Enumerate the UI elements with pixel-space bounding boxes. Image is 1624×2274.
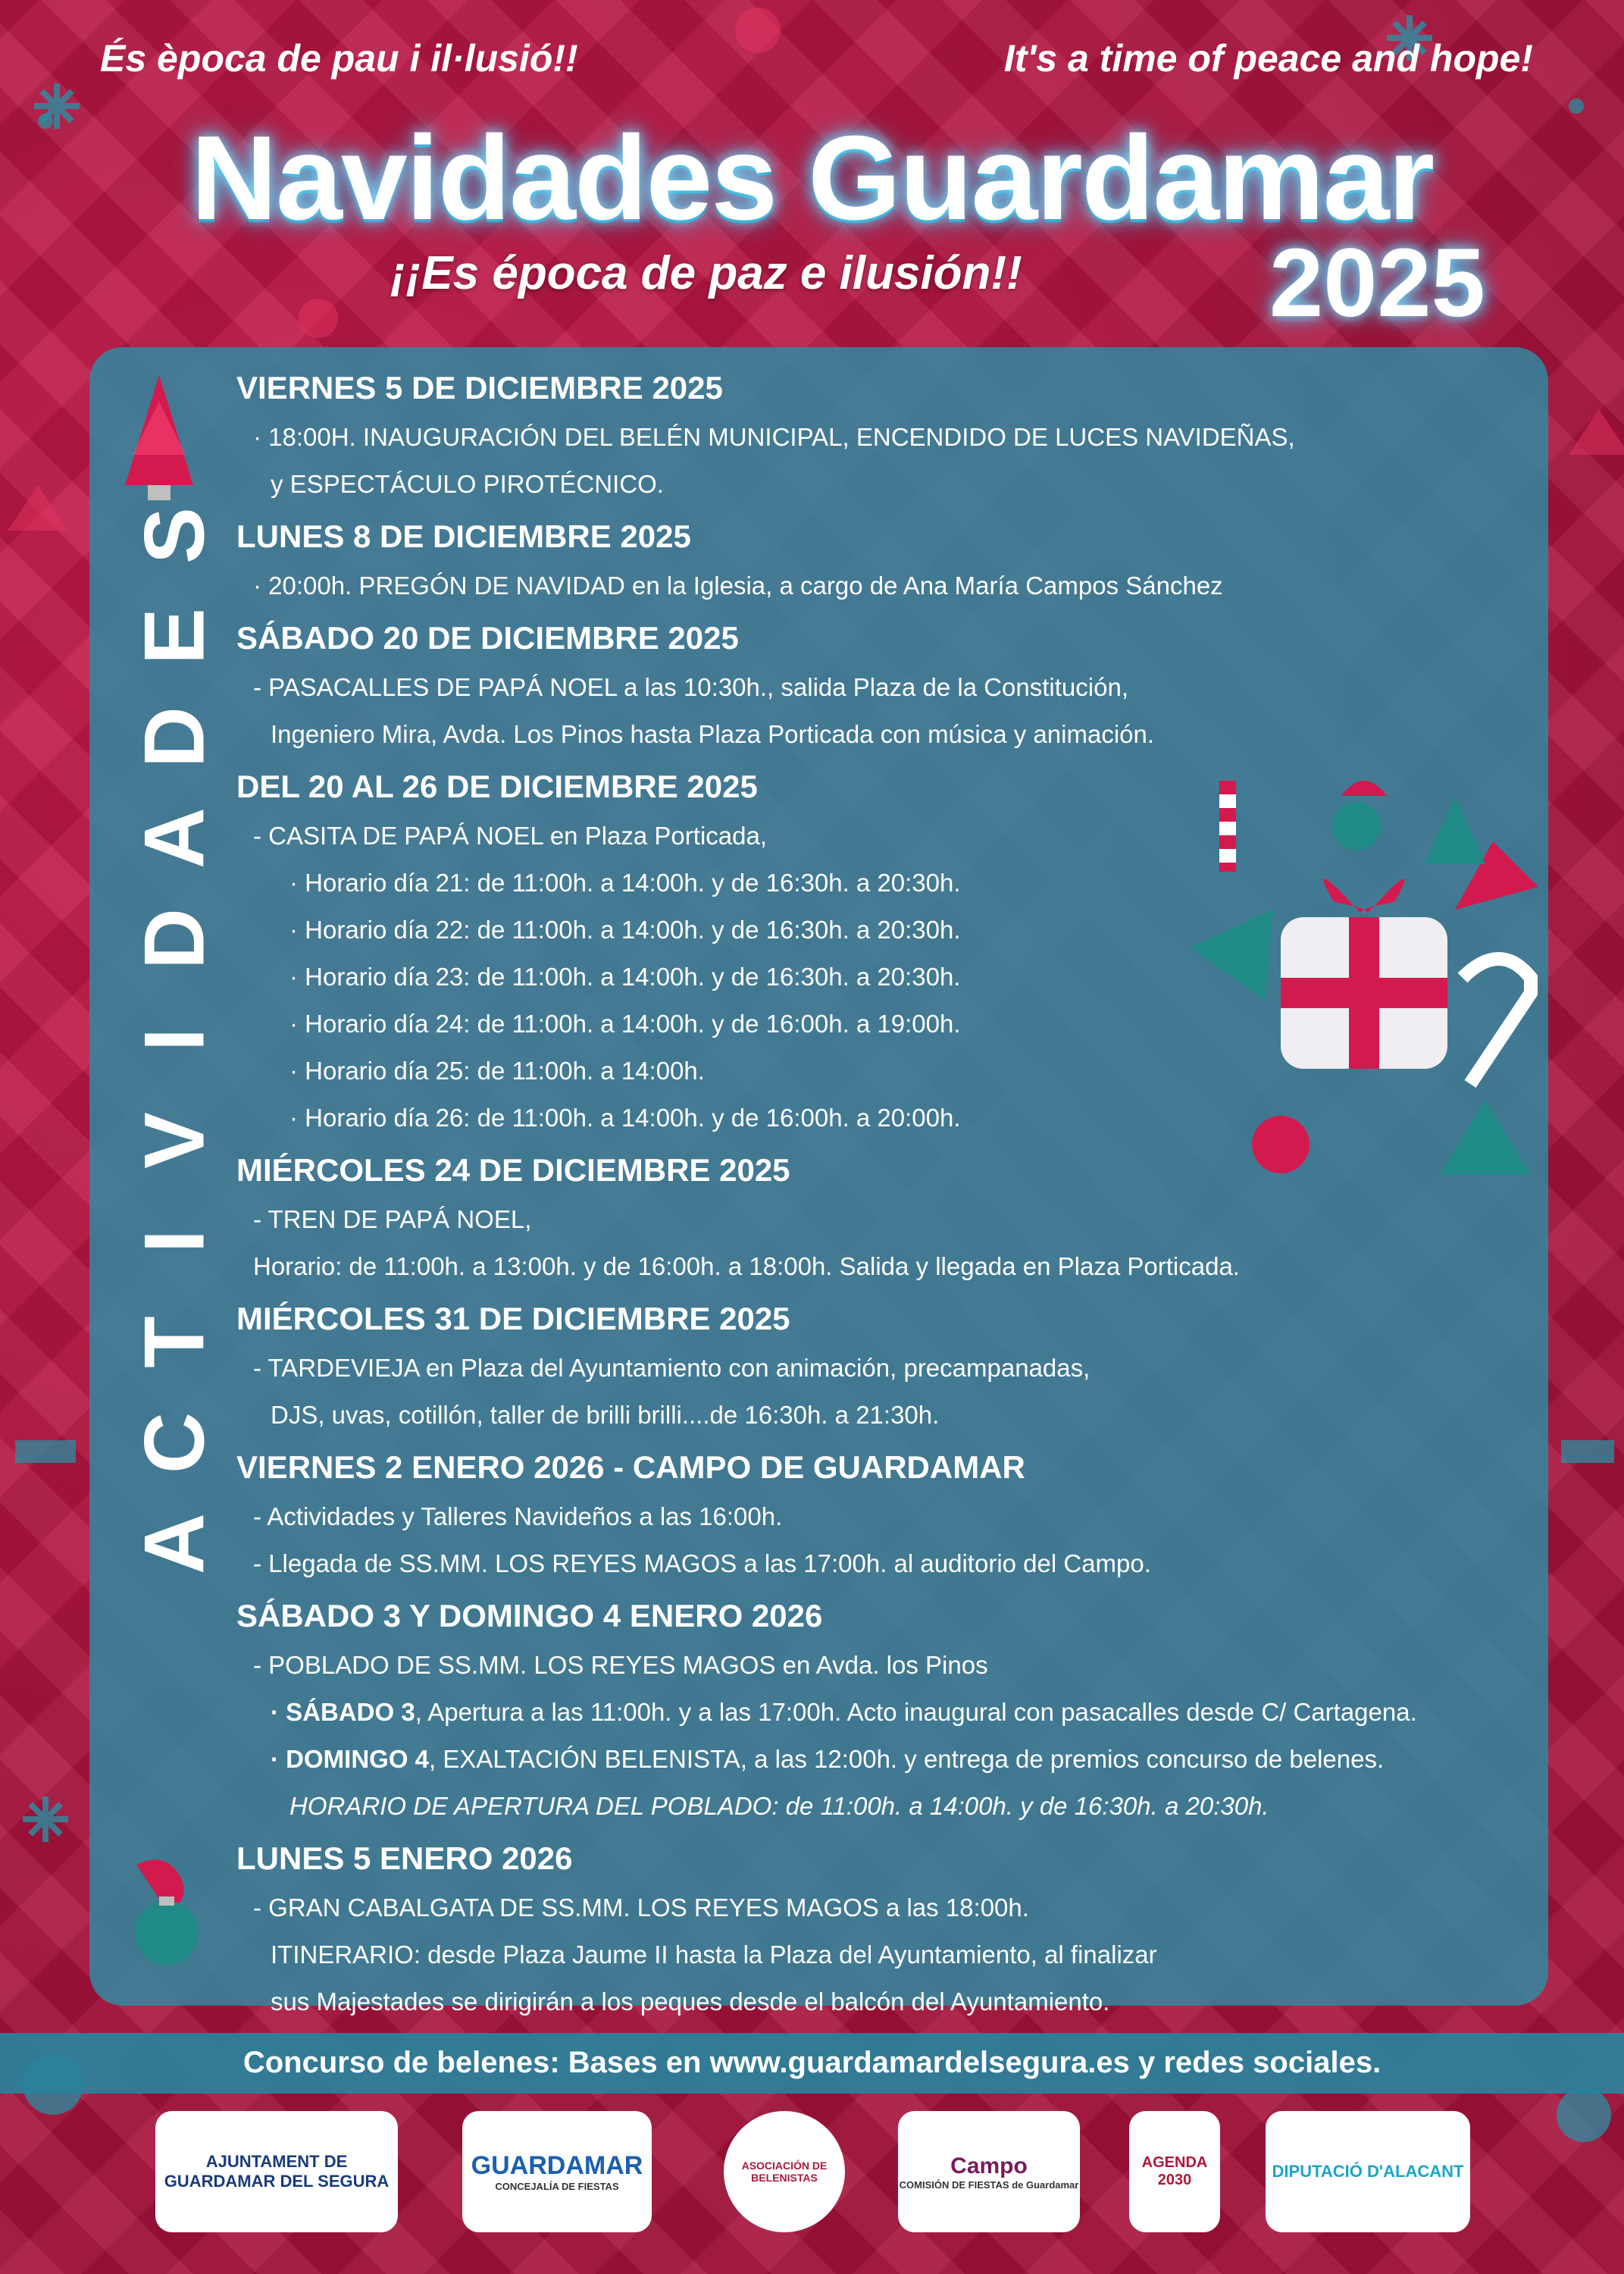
day-label: · SÁBADO 3 (271, 1698, 415, 1726)
activities-vertical-label (114, 485, 235, 1850)
vertical-letter: A (127, 1513, 222, 1574)
event-date: LUNES 5 ENERO 2026 (236, 1840, 573, 1876)
event-date: MIÉRCOLES 24 DE DICIEMBRE 2025 (236, 1152, 790, 1188)
day-label: · DOMINGO 4 (271, 1745, 430, 1773)
event-line: Ingeniero Mira, Avda. Los Pinos hasta Plaza Porticada con música y animación. (271, 720, 1155, 748)
vertical-letter: I (127, 1027, 222, 1052)
schedule-line: · Horario día 25: de 11:00h. a 14:00h. (289, 1057, 705, 1085)
event-date: LUNES 8 DE DICIEMBRE 2025 (236, 518, 691, 554)
vertical-letter: D (127, 706, 222, 768)
event-line: - TARDEVIEJA en Plaza del Ayuntamiento con animación, precampanadas, (253, 1354, 1090, 1382)
event-line: · 18:00H. INAUGURACIÓN DEL BELÉN MUNICIPAL, ENCENDIDO DE LUCES NAVIDEÑAS, (253, 423, 1295, 451)
vertical-letter: D (127, 908, 222, 969)
event-date: DEL 20 AL 26 DE DICIEMBRE 2025 (236, 769, 758, 804)
event-line (236, 1689, 1555, 1736)
vertical-letter: T (127, 1316, 222, 1368)
event-date: VIERNES 5 DE DICIEMBRE 2025 (236, 370, 723, 406)
event-line: y ESPECTÁCULO PIROTÉCNICO. (271, 470, 664, 498)
event-date: VIERNES 2 ENERO 2026 - CAMPO DE GUARDAMAR (236, 1449, 1025, 1485)
logo-agenda-2030: AGENDA 2030 (1129, 2111, 1220, 2232)
event-line: - CASITA DE PAPÁ NOEL en Plaza Porticada, (253, 822, 767, 850)
footer-contest-note: Concurso de belenes: Bases en www.guardamardelsegura.es y redes sociales. (243, 2046, 1381, 2079)
vertical-letter: A (127, 807, 222, 869)
event-line: · 20:00h. PREGÓN DE NAVIDAD en la Iglesia, a cargo de Ana María Campos Sánchez (253, 572, 1223, 600)
event-line: - PASACALLES DE PAPÁ NOEL a las 10:30h., salida Plaza de la Constitución, (253, 673, 1128, 701)
logo-diputacio-alacant: DIPUTACIÓ D'ALACANT (1266, 2111, 1470, 2232)
vertical-letter: C (127, 1412, 222, 1474)
event-line: ITINERARIO: desde Plaza Jaume II hasta la Plaza del Ayuntamiento, al finalizar (271, 1940, 1157, 1969)
ornament-icon (121, 1850, 212, 1978)
event-line: - Actividades y Talleres Navideños a las 16:00h. (253, 1502, 783, 1530)
schedule-line: · Horario día 23: de 11:00h. a 14:00h. y de 16:30h. a 20:30h. (289, 963, 961, 991)
subtitle: ¡¡Es época de paz e ilusión!! (390, 247, 1022, 299)
event-line: - POBLADO DE SS.MM. LOS REYES MAGOS en Avda. los Pinos (253, 1651, 988, 1679)
event-date: SÁBADO 3 Y DOMINGO 4 ENERO 2026 (236, 1598, 823, 1633)
day-detail: , EXALTACIÓN BELENISTA, a las 12:00h. y entrega de premios concurso de belenes. (429, 1745, 1385, 1773)
vertical-letter: S (127, 507, 222, 564)
opening-hours: HORARIO DE APERTURA DEL POBLADO: de 11:00h. a 14:00h. y de 16:30h. a 20:30h. (289, 1792, 1269, 1820)
year: 2025 (1269, 229, 1485, 337)
main-title: Navidades Guardamar (190, 111, 1434, 245)
logo-ajuntament: AJUNTAMENT DE GUARDAMAR DEL SEGURA (155, 2111, 398, 2232)
event-date: MIÉRCOLES 31 DE DICIEMBRE 2025 (236, 1301, 790, 1336)
logo-belenistas: ASOCIACIÓN DE BELENISTAS (724, 2111, 845, 2232)
event-line (236, 1736, 1555, 1783)
event-line: Horario: de 11:00h. a 13:00h. y de 16:00h. a 18:00h. Salida y llegada en Plaza Porticada. (253, 1252, 1240, 1280)
event-line: - Llegada de SS.MM. LOS REYES MAGOS a las 17:00h. al auditorio del Campo. (253, 1549, 1151, 1577)
vertical-letter: E (127, 608, 222, 665)
logo-guardamar-fiestas: GUARDAMAR CONCEJALÍA DE FIESTAS (462, 2111, 652, 2232)
events-list (236, 370, 1555, 2025)
event-date: SÁBADO 20 DE DICIEMBRE 2025 (236, 620, 739, 656)
vertical-letter: V (127, 1112, 222, 1169)
event-line: - TREN DE PAPÁ NOEL, (253, 1205, 532, 1233)
schedule-line: · Horario día 26: de 11:00h. a 14:00h. y de 16:00h. a 20:00h. (289, 1104, 961, 1132)
slogan-english: It's a time of peace and hope! (1003, 37, 1533, 80)
vertical-letter: I (127, 1229, 222, 1254)
event-line: DJS, uvas, cotillón, taller de brilli brilli....de 16:30h. a 21:30h. (271, 1401, 940, 1429)
event-line: sus Majestades se dirigirán a los peques desde el balcón del Ayuntamiento. (271, 1987, 1110, 2016)
schedule-line: · Horario día 22: de 11:00h. a 14:00h. y de 16:30h. a 20:30h. (289, 916, 961, 944)
slogan-catalan: És època de pau i il·lusió!! (100, 37, 578, 80)
day-detail: , Apertura a las 11:00h. y a las 17:00h. Acto inaugural con pasacalles desde C/ Cartagena. (415, 1698, 1417, 1726)
logo-campo-comision: Campo COMISIÓN DE FIESTAS de Guardamar (898, 2111, 1080, 2232)
schedule-line: · Horario día 21: de 11:00h. a 14:00h. y de 16:30h. a 20:30h. (289, 869, 961, 897)
schedule-line: · Horario día 24: de 11:00h. a 14:00h. y de 16:00h. a 19:00h. (289, 1010, 961, 1038)
event-line: - GRAN CABALGATA DE SS.MM. LOS REYES MAGOS a las 18:00h. (253, 1893, 1029, 1922)
